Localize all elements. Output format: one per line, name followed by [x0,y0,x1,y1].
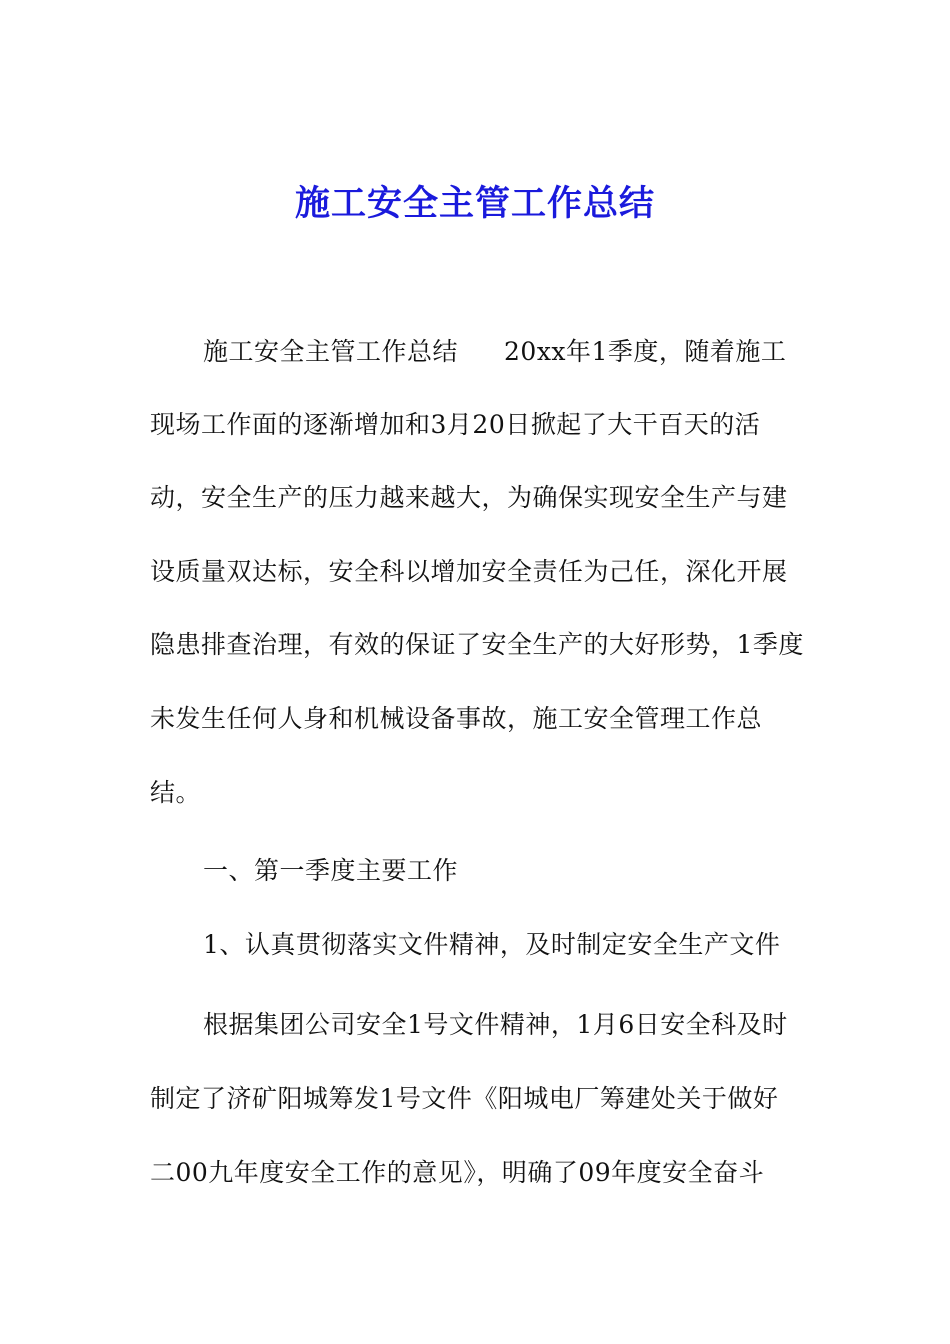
intro-line: 动，安全生产的压力越来越大，为确保实现安全生产与建 [150,483,788,512]
intro-line: 设质量双达标，安全科以增加安全责任为己任，深化开展 [150,557,788,586]
body-line: 二00九年度安全工作的意见》，明确了09年度安全奋斗 [150,1158,765,1187]
body-line: 制定了济矿阳城筹发1号文件《阳城电厂筹建处关于做好 [150,1084,779,1113]
document-title: 施工安全主管工作总结 [294,183,655,224]
section-heading: 一、第一季度主要工作 [203,856,459,885]
subsection-heading: 1、认真贯彻落实文件精神，及时制定安全生产文件 [203,930,781,959]
intro-lead-rest: 20xx年1季度，随着施工 [504,337,787,366]
intro-first-line [203,334,786,370]
intro-line: 隐患排查治理，有效的保证了安全生产的大好形势，1季度 [150,630,804,659]
intro-line: 未发生任何人身和机械设备事故，施工安全管理工作总 [150,704,763,733]
intro-line: 现场工作面的逐渐增加和3月20日掀起了大干百天的活 [150,410,761,439]
intro-lead: 施工安全主管工作总结 [203,337,459,366]
intro-line: 结。 [150,778,202,807]
body-first-line: 根据集团公司安全1号文件精神，1月6日安全科及时 [203,1010,788,1039]
